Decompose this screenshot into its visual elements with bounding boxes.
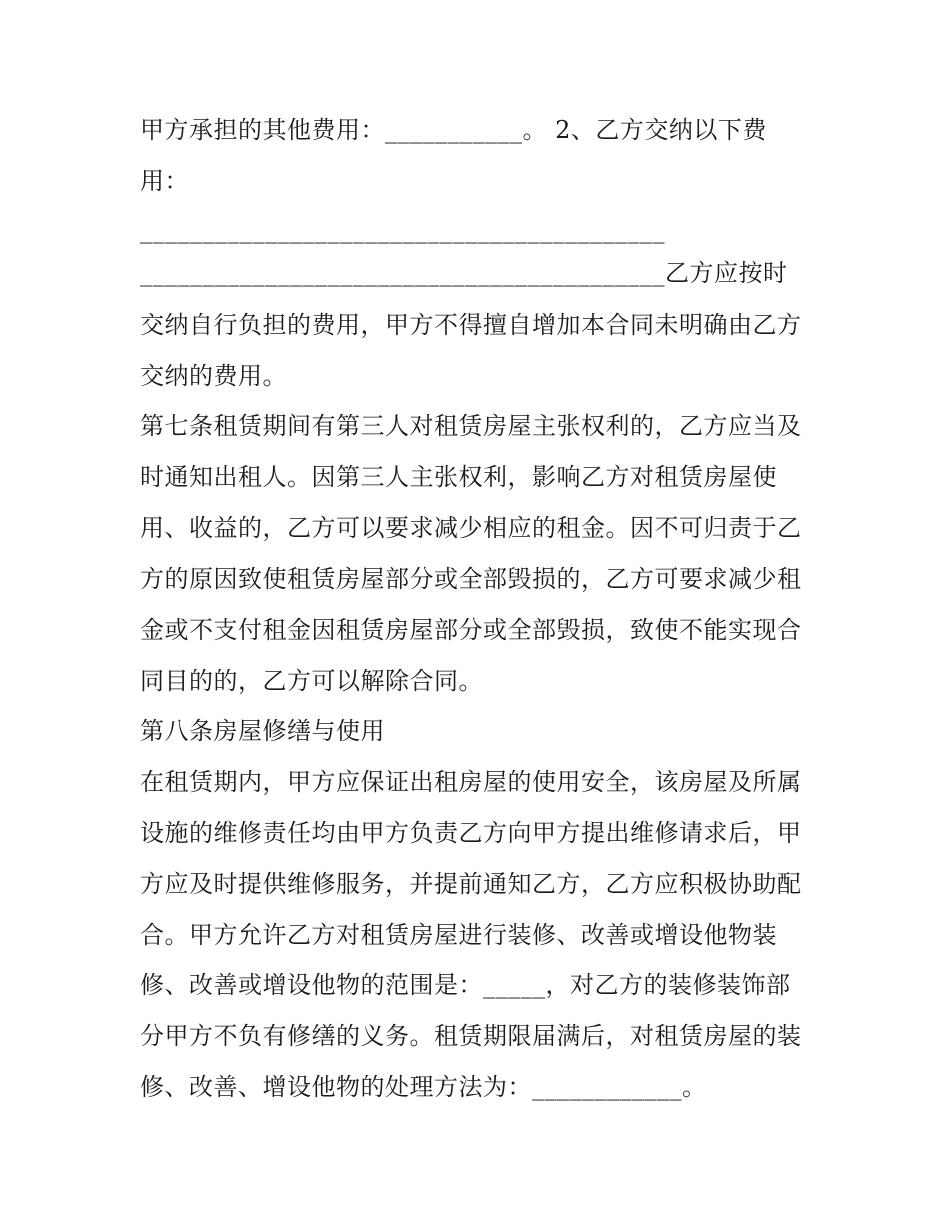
text-line: 时通知出租人。因第三人主张权利，影响乙方对租赁房屋使 (140, 463, 777, 491)
text-line: 金或不支付租金因租赁房屋部分或全部毁损，致使不能实现合 (140, 616, 802, 644)
text-line: 交纳自行负担的费用，甲方不得擅自增加本合同未明确由乙方 (140, 311, 802, 339)
text-line: 分甲方不负有修缮的义务。租赁期限届满后，对租赁房屋的装 (140, 1022, 802, 1050)
text-line: 用： (140, 167, 189, 195)
text-line: 第八条房屋修缮与使用 (140, 717, 385, 745)
text-line: 用、收益的，乙方可以要求减少相应的租金。因不可归责于乙 (140, 514, 802, 542)
text-line: 方应及时提供维修服务，并提前通知乙方，乙方应积极协助配 (140, 870, 802, 898)
text-line: 设施的维修责任均由甲方负责乙方向甲方提出维修请求后，甲 (140, 819, 802, 847)
text-line: __________________________________________ (140, 216, 665, 244)
text-line: 交纳的费用。 (140, 362, 287, 390)
text-line: 同目的的，乙方可以解除合同。 (140, 667, 483, 695)
text-line: 修、改善、增设他物的处理方法为：____________。 (140, 1073, 707, 1101)
text-line: 第七条租赁期间有第三人对租赁房屋主张权利的，乙方应当及 (140, 412, 802, 440)
text-line: __________________________________________乙方应按时 (140, 259, 788, 287)
text-line: 合。甲方允许乙方对租赁房屋进行装修、改善或增设他物装 (140, 921, 777, 949)
text-line: 甲方承担的其他费用：___________。 2、乙方交纳以下费 (140, 116, 767, 144)
text-line: 方的原因致使租赁房屋部分或全部毁损的，乙方可要求减少租 (140, 565, 802, 593)
text-line: 在租赁期内，甲方应保证出租房屋的使用安全，该房屋及所属 (140, 768, 802, 796)
text-line: 修、改善或增设他物的范围是：_____，对乙方的装修装饰部 (140, 971, 791, 999)
